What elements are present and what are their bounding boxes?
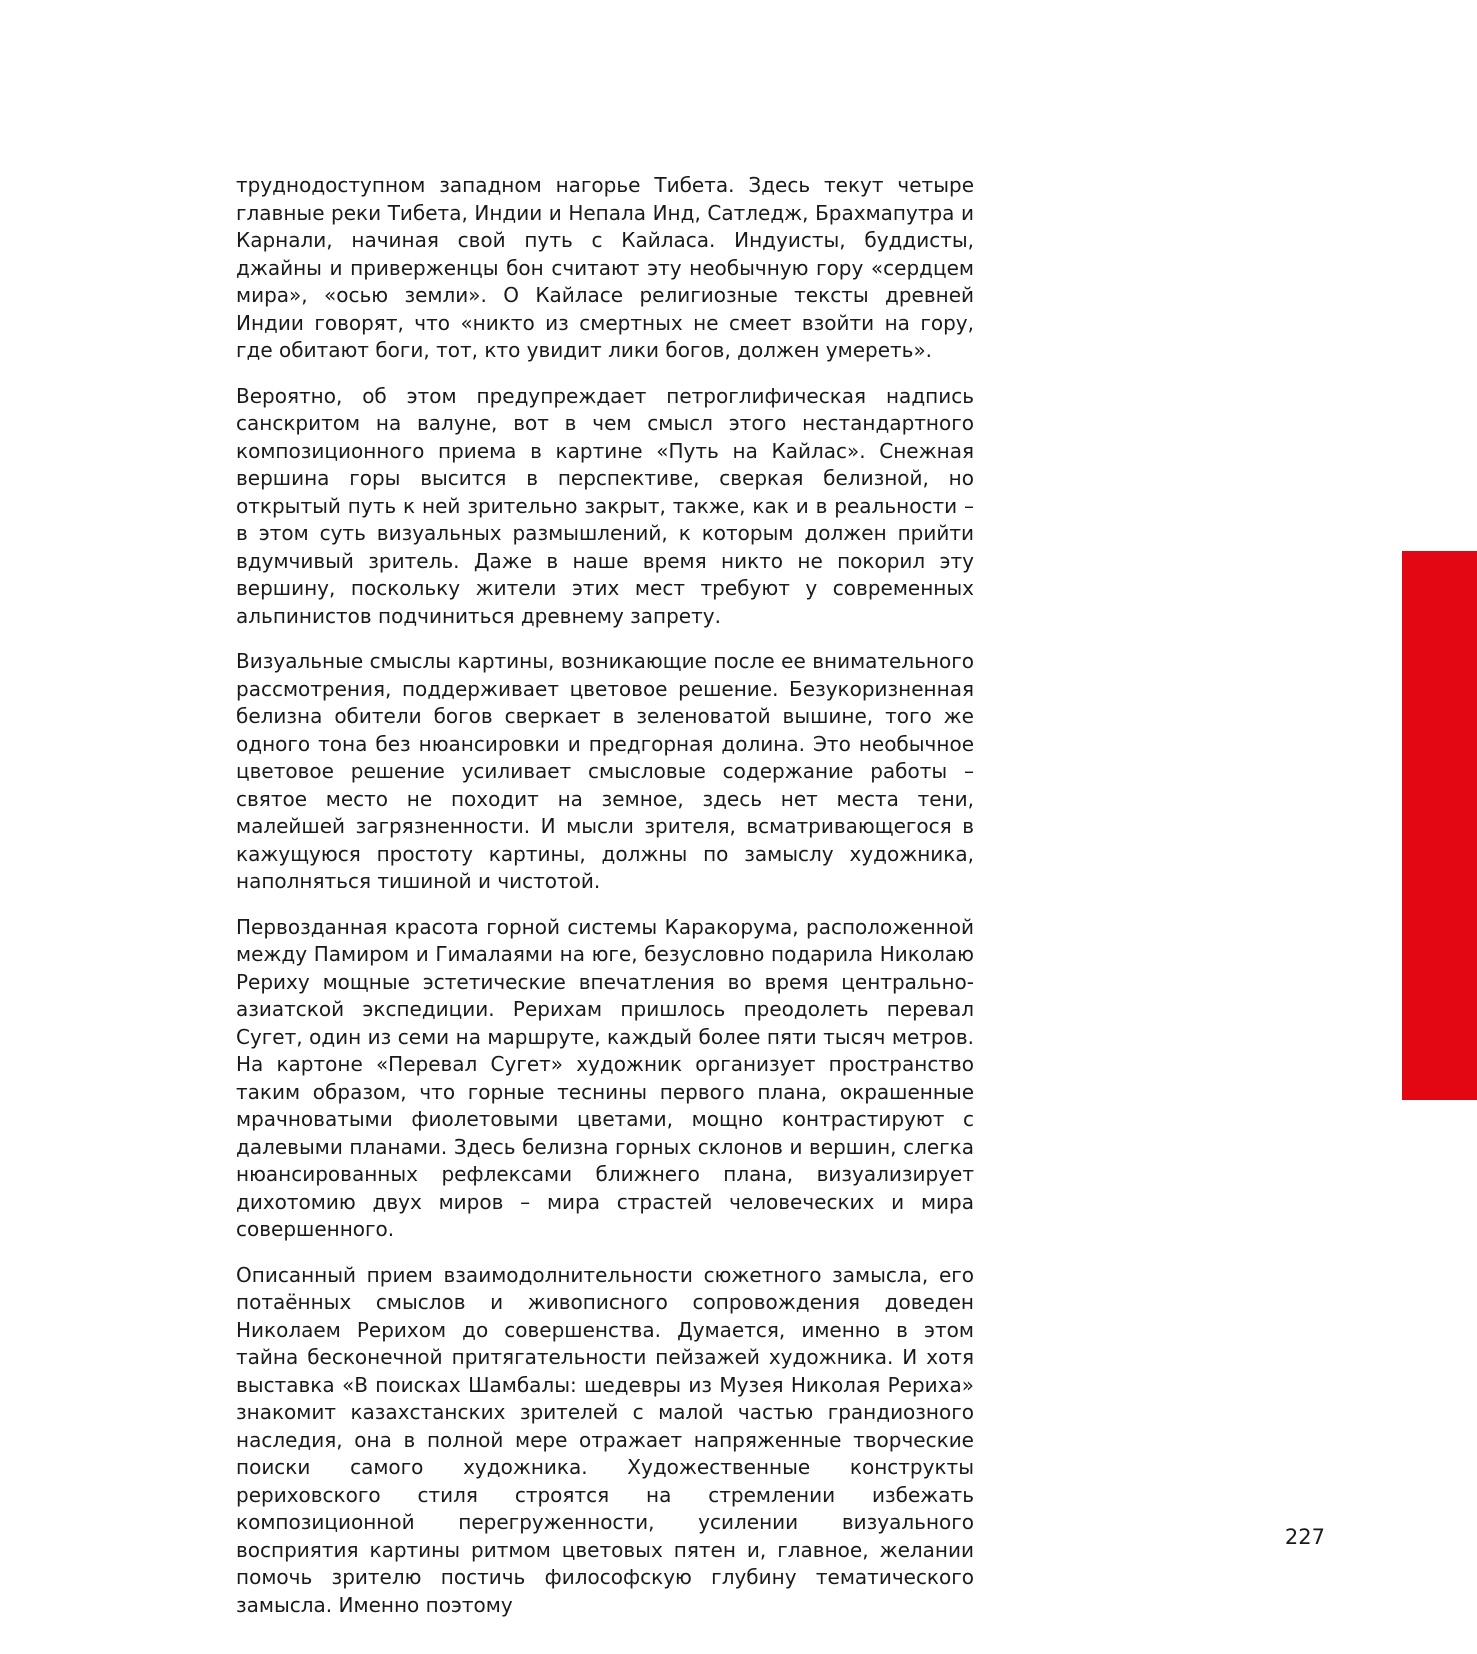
paragraph-2: Вероятно, об этом предупреждает петроглифическая надпись санскритом на валуне, вот в чем смысл этого нестандартного композиционного приема в картине «Путь на Кайлас». Снежная вершина горы высится в перспективе, сверкая белизной, но открытый путь к ней зрительно закрыт, также, как и в реальности – в этом суть визуальных размышлений, к которым должен прийти вдумчивый зритель. Даже в наше время никто не покорил эту вершину, поскольку жители этих мест требуют у современных альпинистов подчиниться древнему запрету. bbox=[236, 383, 974, 628]
paragraph-5: Описанный прием взаимодолнительности сюжетного замысла, его потаённых смыслов и живописного сопровождения доведен Николаем Рерихом до совершенства. Думается, именно в этом тайна бесконечной притягательности пейзажей художника. И хотя выставка «В поисках Шамбалы: шедевры из Музея Николая Рериха» знакомит казахстанских зрителей с малой частью грандиозного наследия, она в полной мере отражает напряженные творческие поиски самого художника. Художественные конструкты рериховского стиля строятся на стремлении избежать композиционной перегруженности, усилении визуального восприятия картины ритмом цветовых пятен и, главное, желании помочь зрителю постичь философскую глубину тематического замысла. Именно поэтому bbox=[236, 1262, 974, 1617]
red-side-tab bbox=[1402, 551, 1477, 1100]
paragraph-1: труднодоступном западном нагорье Тибета. Здесь текут четыре главные реки Тибета, Индии и Непала Инд, Сатледж, Брахмапутра и Карнали, начиная свой путь с Кайласа. Индуисты, буддисты, джайны и приверженцы бон считают эту необычную гору «сердцем мира», «осью земли». О Кайласе религиозные тексты древней Индии говорят, что «никто из смертных не смеет взойти на гору, где обитают боги, тот, кто увидит лики богов, должен умереть». bbox=[236, 173, 974, 362]
paragraph-4: Первозданная красота горной системы Каракорума, расположенной между Памиром и Гималаями на юге, безусловно подарила Николаю Рериху мощные эстетические впечатления во время центрально-азиатской экспедиции. Рерихам пришлось преодолеть перевал Сугет, один из семи на маршруте, каждый более пяти тысяч метров. На картоне «Перевал Сугет» художник организует пространство таким образом, что горные теснины первого плана, окрашенные мрачноватыми фиолетовыми цветами, мощно контрастируют с далевыми планами. Здесь белизна горных склонов и вершин, слегка нюансированных рефлексами ближнего плана, визуализирует дихотомию двух миров – мира страстей человеческих и мира совершенного. bbox=[236, 914, 974, 1241]
page-number: 227 bbox=[1284, 1525, 1325, 1549]
paragraph-3: Визуальные смыслы картины, возникающие после ее внимательного рассмотрения, поддерживает цветовое решение. Безукоризненная белизна обители богов сверкает в зеленоватой вышине, того же одного тона без нюансировки и предгорная долина. Это необычное цветовое решение усиливает смысловые содержание работы – святое место не походит на земное, здесь нет места тени, малейшей загрязненности. И мысли зрителя, всматривающегося в кажущуюся простоту картины, должны по замыслу художника, наполняться тишиной и чистотой. bbox=[236, 649, 974, 893]
article-body bbox=[236, 172, 974, 1619]
